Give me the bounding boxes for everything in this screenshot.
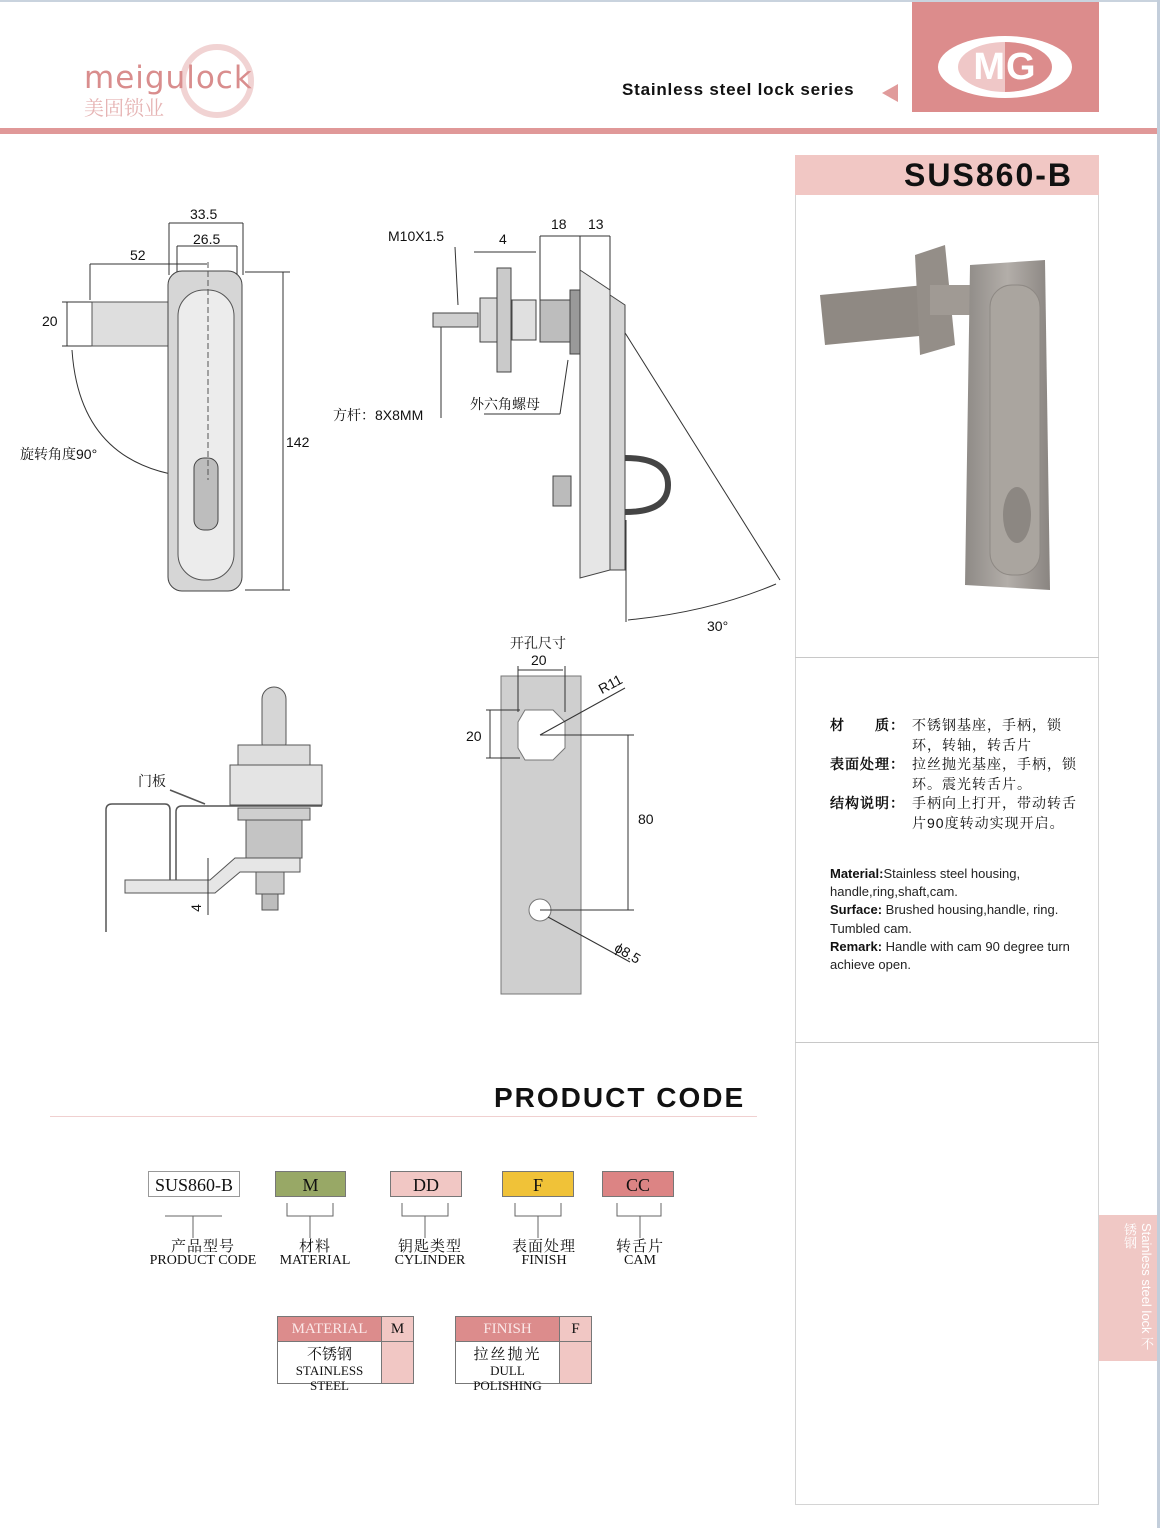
- dim-radius: R11: [595, 671, 625, 697]
- code-label-material: 材料 MATERIAL: [279, 1239, 351, 1268]
- code-brackets: [0, 0, 700, 1250]
- code-segment-material: M: [275, 1171, 346, 1197]
- dim-cutout-width: 20: [531, 652, 547, 668]
- side-tab-en: Stainless steel lock: [1139, 1223, 1154, 1334]
- spec-key: Material:: [830, 866, 884, 881]
- brand-badge-text: MG: [973, 46, 1037, 88]
- description-chinese: [830, 716, 1082, 833]
- finish-table: [455, 1316, 592, 1393]
- dim-open-angle: 30°: [707, 618, 729, 634]
- cutout-title: 开孔尺寸: [510, 635, 566, 651]
- hex-nut-label: 外六角螺母: [470, 396, 540, 412]
- product-code-title: PRODUCT CODE: [494, 1082, 746, 1113]
- code-label-cam: 转舌片 CAM: [615, 1239, 664, 1268]
- spec-value: 手柄向上打开，带动转舌片90度转动实现开启。: [912, 795, 1077, 831]
- table-code: F: [560, 1317, 591, 1342]
- side-tab-cn: 不锈钢: [1122, 1223, 1154, 1351]
- code-label-finish: 表面处理 FINISH: [511, 1239, 576, 1268]
- square-shaft-label: 方杆：8X8MM: [333, 407, 424, 423]
- spec-value: 拉丝抛光基座，手柄，锁环。震光转舌片。: [912, 756, 1077, 792]
- spec-value: Brushed housing,handle, ring. Tumbled cam.: [830, 902, 1059, 936]
- code-segment-finish: F: [502, 1171, 574, 1197]
- dim-hole-spacing: 80: [638, 811, 654, 827]
- dim-cam-width: 20: [42, 313, 58, 329]
- dim-thread-length: 18: [551, 216, 567, 232]
- code-segment-cylinder: DD: [390, 1171, 462, 1197]
- series-label: Stainless steel lock series: [622, 80, 855, 99]
- product-model-header: [795, 155, 1099, 195]
- product-photo: [815, 235, 1075, 595]
- door-panel-label: 门板: [138, 773, 166, 789]
- code-segment-model: SUS860-B: [148, 1171, 240, 1197]
- product-model: SUS860-B: [904, 157, 1073, 193]
- panel-divider: [795, 1042, 1099, 1043]
- material-table: [277, 1316, 414, 1393]
- spec-key: 表面处理：: [830, 756, 905, 772]
- spec-key: 结构说明：: [830, 795, 905, 811]
- dim-hole-diameter: ϕ8.5: [611, 939, 644, 967]
- table-value: 拉丝抛光 DULL POLISHING: [456, 1342, 560, 1383]
- dim-housing-depth: 13: [588, 216, 604, 232]
- spec-key: 材 质：: [830, 717, 905, 733]
- table-value: 不锈钢 STAINLESS STEEL: [278, 1342, 382, 1383]
- triangle-pointer-icon: [882, 84, 898, 102]
- spec-value: 不锈钢基座，手柄，锁环，转轴，转舌片: [912, 717, 1062, 753]
- code-segment-cam: CC: [602, 1171, 674, 1197]
- rotation-angle-label: 旋转角度90°: [20, 446, 98, 462]
- thread-spec-label: M10X1.5: [388, 228, 445, 244]
- category-side-tab[interactable]: [1099, 1215, 1157, 1361]
- description-english: [830, 865, 1090, 974]
- table-code-cell: [382, 1342, 413, 1383]
- panel-divider: [795, 657, 1099, 658]
- logo-chinese-text: 美固锁业: [84, 98, 164, 120]
- spec-value: Handle with cam 90 degree turn achieve open.: [830, 938, 1070, 973]
- dim-height: 142: [286, 434, 310, 450]
- spec-key: Surface:: [830, 902, 883, 918]
- code-label-cylinder: 钥匙类型 CYLINDER: [394, 1239, 466, 1268]
- dim-width-outer: 33.5: [190, 206, 218, 222]
- table-code: M: [382, 1317, 413, 1342]
- logo-text: meigulock: [84, 60, 253, 96]
- table-header: FINISH: [456, 1317, 560, 1342]
- dim-cam-thickness: 4: [499, 231, 507, 247]
- dim-gap: 4: [187, 904, 204, 912]
- table-code-cell: [560, 1342, 591, 1383]
- spec-key: Remark:: [830, 938, 883, 954]
- dim-width-inner: 26.5: [193, 231, 221, 247]
- code-label-model: 产品型号 PRODUCT CODE: [149, 1239, 257, 1268]
- spec-value: Stainless steel housing, handle,ring,shaft,cam.: [830, 866, 1021, 900]
- dim-cam-length: 52: [130, 247, 146, 263]
- table-header: MATERIAL: [278, 1317, 382, 1342]
- dim-cutout-height: 20: [466, 728, 482, 744]
